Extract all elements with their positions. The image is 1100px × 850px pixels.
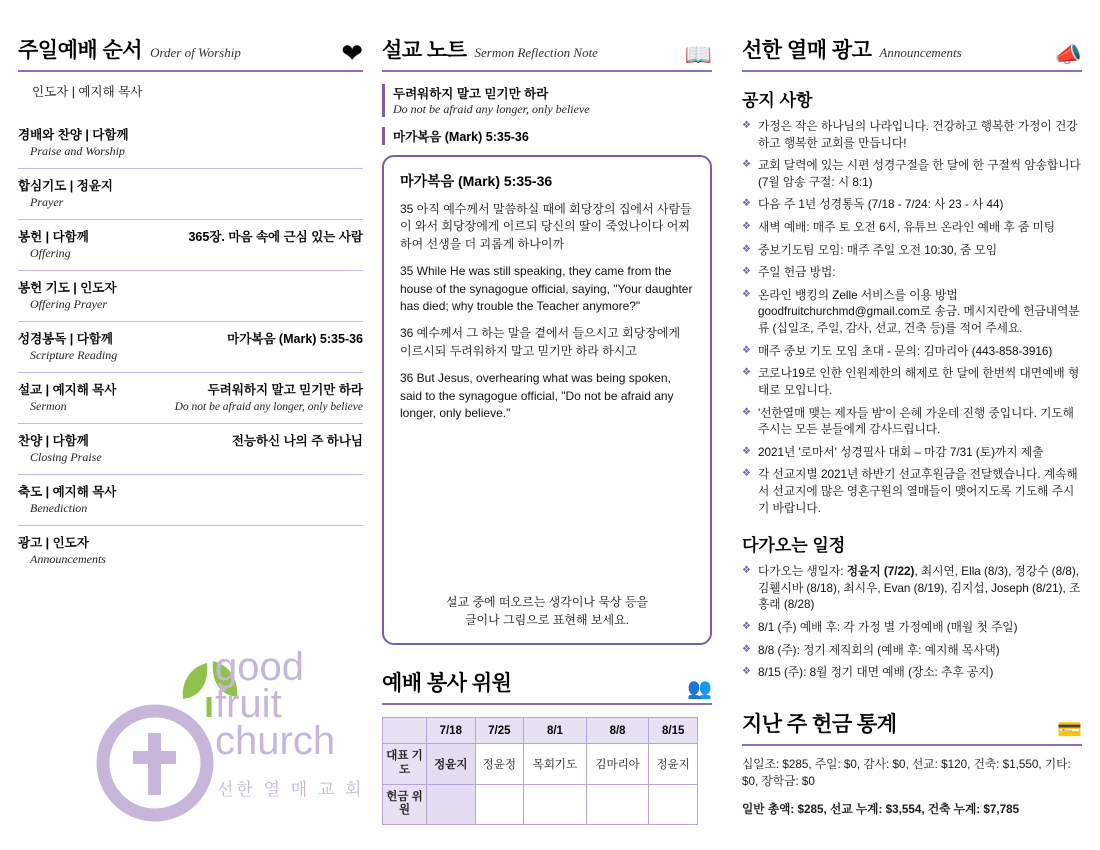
order-item-label-en: Closing Praise	[30, 450, 102, 464]
sermon-title-block	[382, 84, 712, 145]
order-item-label: 광고 | 인도자	[18, 536, 89, 550]
column-header: 8/1	[524, 718, 587, 744]
offering-total: 일반 총액: $285, 선교 누계: $3,554, 건축 누계: $7,785	[742, 802, 1020, 816]
sermon-title-ko-text: 두려워하지 말고 믿기만 하라	[393, 87, 549, 101]
announcements-title-ko: 선한 열매 광고	[742, 39, 872, 62]
sermon-note-instructions	[384, 593, 710, 629]
table-header-row	[383, 718, 698, 744]
order-item-label: 봉헌 | 다함께	[18, 230, 89, 244]
sermon-note-column	[382, 34, 712, 825]
table-cell: 정윤지	[427, 744, 476, 785]
order-item-label: 합심기도 | 정윤지	[18, 179, 113, 193]
announcements-heading	[742, 34, 1082, 72]
order-item-value: 전능하신 나의 주 하나님	[231, 434, 363, 448]
notices-list	[742, 119, 1082, 517]
sermon-title	[382, 84, 712, 117]
list-item: ❖ 다음 주 1년 성경통독 (7/18 - 7/24: 사 23 - 사 44)	[742, 197, 1082, 214]
order-of-worship-list	[18, 118, 363, 576]
order-of-worship-column	[18, 34, 363, 576]
list-item	[18, 118, 363, 168]
list-item	[18, 525, 363, 576]
duty-roster-section	[382, 667, 712, 825]
speaker-icon: 📣	[1054, 42, 1082, 67]
order-item-label: 축도 | 예지해 목사	[18, 485, 117, 499]
order-item-value: 두려워하지 말고 믿기만 하라	[207, 383, 363, 397]
list-item: ❖ 매주 중보 기도 모임 초대 - 문의: 김마리아 (443-858-3916)	[742, 344, 1082, 361]
sermon-scripture-ref-text: 마가복음 (Mark) 5:35-36	[393, 130, 529, 144]
table-cell	[524, 784, 587, 825]
list-item	[18, 474, 363, 525]
table-cell	[475, 784, 524, 825]
list-item	[18, 168, 363, 219]
table-cell	[586, 784, 649, 825]
sermon-note-card-title: 마가복음 (Mark) 5:35-36	[400, 173, 553, 189]
list-item: ❖ 새벽 예배: 매주 토 오전 6시, 유튜브 온라인 예배 후 줌 미팅	[742, 220, 1082, 237]
list-item: ❖ 각 선교지별 2021년 하반기 선교후원금을 전달했습니다. 계속해서 선교지에 많은 영혼구원의 열매들이 맺어지도록 기도해 주시기 바랍니다.	[742, 467, 1082, 517]
column-header: 7/18	[427, 718, 476, 744]
offering-detail: 십일조: $285, 주일: $0, 감사: $0, 선교: $120, 건축: $1,550, 기타: $0, 장학금: $0	[742, 757, 1071, 789]
list-item: ❖ 교회 달력에 있는 시편 성경구절을 한 달에 한 구절씩 암송합니다 (7월 암송 구절: 시 8:1)	[742, 158, 1082, 191]
offering-stats-title-ko: 지난 주 헌금 통계	[742, 712, 897, 736]
table-cell	[649, 784, 698, 825]
table-cell: 목회기도	[524, 744, 587, 785]
sermon-note-title-en: Sermon Reflection Note	[474, 45, 598, 60]
table-cell: 정윤정	[475, 744, 524, 785]
sermon-verse-paragraph: 35 아직 예수께서 말씀하실 때에 회당장의 집에서 사람들이 와서 회당장에게 이르되 당신의 딸이 죽었나이다 어찌하여 선생을 더 괴롭게 하나이까	[400, 202, 692, 251]
order-of-worship-title-en: Order of Worship	[150, 45, 241, 60]
sermon-note-heading	[382, 34, 712, 72]
sermon-title-en-text: Do not be afraid any longer, only believe	[393, 102, 590, 116]
open-book-icon: 📖	[684, 42, 712, 67]
list-item: ❖ 코로나19로 인한 인원제한의 해제로 한 달에 한번씩 대면예배 형태로 모입니다.	[742, 366, 1082, 399]
order-item-label: 성경봉독 | 다함께	[18, 332, 113, 346]
offering-stats-heading	[742, 708, 1082, 746]
upcoming-list	[742, 564, 1082, 682]
table-cell: 김마리아	[586, 744, 649, 785]
card-icon: 💳	[1057, 718, 1082, 741]
logo-line-3: church	[215, 718, 336, 763]
order-item-label-en: Announcements	[30, 552, 106, 566]
sermon-note-title-ko: 설교 노트	[382, 39, 467, 62]
column-header	[383, 718, 427, 744]
announcements-title-en: Announcements	[879, 45, 962, 60]
list-item	[18, 372, 363, 423]
duty-roster-table	[382, 717, 698, 825]
list-item: ❖ 2021년 '로마서' 성경필사 대회 – 마감 7/31 (토)까지 제출	[742, 445, 1082, 462]
list-item: ❖ 가정은 작은 하나님의 나라입니다. 건강하고 행복한 가정이 건강하고 행복한 교회를 만듭니다!	[742, 119, 1082, 152]
row-header: 대표 기도	[383, 744, 427, 785]
list-item: ❖ 온라인 뱅킹의 Zelle 서비스를 이용 방법 goodfruitchurchmd@gmail.com로 송금. 메시지란에 헌금내역분류 (십일조, 주일, 감사, 선교, 건축 등)를 적어 주세요.	[742, 288, 1082, 338]
order-item-label-en: Prayer	[30, 195, 64, 209]
logo-korean-name: 선한 열 매 교 회	[217, 780, 365, 799]
logo-line-2: fruit	[215, 681, 282, 726]
announcements-column	[742, 34, 1082, 818]
list-item	[18, 321, 363, 372]
list-item: ❖ 8/8 (주): 정기 제직회의 (예배 후: 예지해 목사댁)	[742, 643, 1082, 660]
row-header: 헌금 위원	[383, 784, 427, 825]
notices-subheading: 공지 사항	[742, 91, 813, 110]
table-row	[383, 744, 698, 785]
order-item-label-en: Offering	[30, 246, 71, 260]
order-item-label-en: Scripture Reading	[30, 348, 118, 362]
worship-leader-label: 인도자 | 예지해 목사	[32, 85, 143, 99]
list-item	[18, 219, 363, 270]
sermon-note-instruction-line-2: 글이나 그림으로 표현해 보세요.	[464, 613, 630, 627]
order-item-value: 365장. 마음 속에 근심 있는 사람	[188, 230, 363, 244]
order-item-label: 봉헌 기도 | 인도자	[18, 281, 117, 295]
sermon-verse-paragraph: 36 예수께서 그 하는 말을 곁에서 들으시고 회당장에게 이르시되 두려워하지 말고 믿기만 하라 하시고	[400, 326, 681, 358]
column-header: 8/15	[649, 718, 698, 744]
list-item: ❖ 중보기도팀 모임: 매주 주일 오전 10:30, 줌 모임	[742, 243, 1082, 260]
order-item-label-en: Praise and Worship	[30, 144, 125, 158]
logo-wordmark	[215, 645, 336, 763]
list-item: ❖ 다가오는 생일자: 정윤지 (7/22), 최시연, Ella (8/3), 정강수 (8/8), 김휄시바 (8/18), 최시우, Evan (8/19), 김지섭, Joseph (8/21), 조홍래 (8/28)	[742, 564, 1082, 614]
order-item-label-en: Offering Prayer	[30, 297, 107, 311]
table-cell	[427, 784, 476, 825]
order-item-value-en: Do not be afraid any longer, only believe	[174, 401, 363, 413]
list-item: ❖ 8/15 (주): 8월 정기 대면 예배 (장소: 추후 공지)	[742, 665, 1082, 682]
logo-line-1: good	[215, 645, 304, 689]
offering-stats-body	[742, 756, 1082, 819]
duty-roster-title-ko: 예배 봉사 위원	[382, 672, 512, 695]
sermon-scripture-ref	[382, 127, 712, 145]
order-item-label-en: Sermon	[30, 399, 67, 413]
sermon-note-instruction-line-1: 설교 중에 떠오르는 생각이나 묵상 등을	[445, 595, 649, 609]
column-header: 8/8	[586, 718, 649, 744]
people-icon: 👥	[687, 678, 712, 700]
order-item-value: 마가복음 (Mark) 5:35-36	[227, 332, 363, 346]
list-item: ❖ 주일 헌금 방법:	[742, 265, 1082, 282]
order-of-worship-heading	[18, 34, 363, 72]
table-row	[383, 784, 698, 825]
sermon-verse-paragraph: 35 While He was still speaking, they came from the house of the synagogue official, saying, "Your daughter has died; why trouble the Teacher anymore?"	[400, 264, 693, 313]
order-item-label: 찬양 | 다함께	[18, 434, 89, 448]
heart-icon: ❤	[341, 38, 363, 68]
order-of-worship-title-ko: 주일예배 순서	[18, 39, 143, 62]
duty-roster-heading	[382, 667, 712, 705]
list-item: ❖ 8/1 (주) 예배 후: 각 가정 별 가정예배 (매월 첫 주일)	[742, 620, 1082, 637]
column-header: 7/25	[475, 718, 524, 744]
order-item-label: 경배와 찬양 | 다함께	[18, 128, 129, 142]
list-item	[18, 270, 363, 321]
offering-stats-section	[742, 708, 1082, 819]
order-item-label-en: Benediction	[30, 501, 88, 515]
order-item-label: 설교 | 예지해 목사	[18, 383, 117, 397]
list-item	[18, 423, 363, 474]
sermon-verse-paragraph: 36 But Jesus, overhearing what was being spoken, said to the synagogue official, "Do not be afraid any longer, only believe."	[400, 371, 674, 420]
list-item: ❖ '선한열매 맺는 제자들 밤'이 은혜 가운데 진행 중입니다. 기도해 주시는 모든 분들에게 감사드립니다.	[742, 406, 1082, 439]
sermon-note-card[interactable]	[382, 155, 712, 645]
table-cell: 정윤지	[649, 744, 698, 785]
church-logo	[95, 645, 365, 835]
upcoming-subheading: 다가오는 일정	[742, 536, 846, 556]
